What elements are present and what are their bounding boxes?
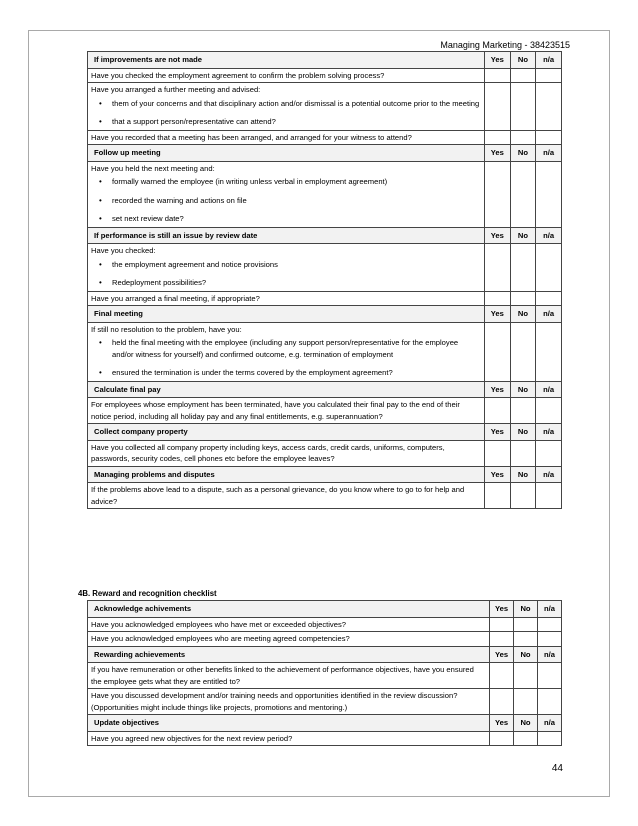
- answer-cell-no[interactable]: [510, 322, 536, 381]
- question-text: Have you acknowledged employees who are meeting agreed competencies?: [91, 634, 350, 643]
- question-cell: [88, 731, 490, 746]
- checklist-row: [88, 663, 562, 689]
- answer-cell-yes[interactable]: [485, 130, 511, 145]
- column-header-na: n/a: [538, 646, 562, 663]
- question-cell: [88, 617, 490, 632]
- bullet-list: [91, 259, 481, 289]
- bullet-item: • set next review date?: [112, 213, 481, 225]
- checklist-table: [87, 51, 562, 509]
- question-text: Have you arranged a final meeting, if appropriate?: [91, 293, 260, 303]
- answer-cell-yes[interactable]: [490, 617, 514, 632]
- bullet-list: [91, 176, 481, 225]
- column-header-na: n/a: [538, 601, 562, 618]
- bullet-item: • the employment agreement and notice provisions: [112, 259, 481, 271]
- checklist-row: [88, 440, 562, 466]
- answer-cell-na[interactable]: [536, 83, 562, 131]
- column-header-no: No: [514, 715, 538, 732]
- column-header-yes: Yes: [485, 227, 511, 244]
- bullet-item: • recorded the warning and actions on file: [112, 195, 481, 207]
- answer-cell-na[interactable]: [538, 663, 562, 689]
- answer-cell-yes[interactable]: [485, 83, 511, 131]
- answer-cell-na[interactable]: [536, 130, 562, 145]
- page-number: 44: [551, 763, 563, 774]
- section-title: Update objectives: [88, 715, 490, 732]
- column-header-na: n/a: [536, 306, 562, 323]
- column-header-yes: Yes: [485, 145, 511, 162]
- section-header-row: [88, 646, 562, 663]
- answer-cell-na[interactable]: [538, 731, 562, 746]
- column-header-na: n/a: [536, 145, 562, 162]
- reward-checklist-table: [87, 600, 562, 746]
- question-cell: [88, 291, 485, 306]
- question-text: Have you held the next meeting and:: [91, 163, 215, 173]
- answer-cell-na[interactable]: [536, 68, 562, 83]
- question-text: Have you acknowledged employees who have met or exceeded objectives?: [91, 619, 346, 629]
- answer-cell-no[interactable]: [510, 440, 536, 466]
- column-header-yes: Yes: [485, 424, 511, 441]
- question-text: If the problems above lead to a dispute, such as a personal grievance, do you know where to go to for help and advice?: [91, 485, 465, 506]
- answer-cell-no[interactable]: [514, 632, 538, 647]
- checklist-table-4b: [87, 600, 562, 746]
- answer-cell-yes[interactable]: [485, 244, 511, 292]
- column-header-no: No: [510, 145, 536, 162]
- column-header-no: No: [510, 306, 536, 323]
- answer-cell-no[interactable]: [514, 663, 538, 689]
- answer-cell-yes[interactable]: [485, 322, 511, 381]
- column-header-no: No: [510, 52, 536, 69]
- answer-cell-no[interactable]: [510, 161, 536, 227]
- checklist-row: [88, 244, 562, 292]
- answer-cell-no[interactable]: [510, 244, 536, 292]
- question-text: For employees whose employment has been terminated, have you calculated their final pay to the end of their notice period, including all holiday pay and any final entitlements, e.g. superannuation?: [91, 400, 460, 421]
- bullet-item: • formally warned the employee (in writing unless verbal in employment agreement): [112, 176, 481, 188]
- answer-cell-no[interactable]: [514, 731, 538, 746]
- answer-cell-no[interactable]: [510, 291, 536, 306]
- answer-cell-no[interactable]: [510, 130, 536, 145]
- column-header-na: n/a: [536, 52, 562, 69]
- answer-cell-yes[interactable]: [485, 483, 511, 509]
- question-cell: [88, 663, 490, 689]
- section-header-row: [88, 424, 562, 441]
- section-header-row: [88, 227, 562, 244]
- answer-cell-yes[interactable]: [490, 632, 514, 647]
- question-text: If still no resolution to the problem, have you:: [91, 324, 242, 334]
- question-text: Have you discussed development and/or training needs and opportunities identified in the review discussion? (Opportunities might include things like projects, promotions and mentoring.): [91, 691, 458, 712]
- bullet-list: [91, 337, 481, 379]
- answer-cell-na[interactable]: [536, 291, 562, 306]
- checklist-row: [88, 617, 562, 632]
- checklist-row: [88, 483, 562, 509]
- answer-cell-yes[interactable]: [485, 68, 511, 83]
- checklist-row: [88, 83, 562, 131]
- column-header-na: n/a: [538, 715, 562, 732]
- question-text: Have you arranged a further meeting and advised:: [91, 85, 261, 94]
- question-cell: [88, 68, 485, 83]
- question-text: Have you agreed new objectives for the next review period?: [91, 733, 293, 743]
- column-header-no: No: [510, 381, 536, 398]
- column-header-yes: Yes: [490, 646, 514, 663]
- question-text: Have you checked the employment agreement to confirm the problem solving process?: [91, 70, 385, 80]
- checklist-row: [88, 291, 562, 306]
- section-title: Managing problems and disputes: [88, 466, 485, 483]
- section-title: If performance is still an issue by review date: [88, 227, 485, 244]
- checklist-row: [88, 68, 562, 83]
- question-cell: [88, 440, 485, 466]
- answer-cell-yes[interactable]: [490, 689, 514, 715]
- question-text: If you have remuneration or other benefits linked to the achievement of performance objectives, have you ensured the employee gets what they are entitled to?: [91, 665, 474, 686]
- bullet-item: • held the final meeting with the employee (including any support person/representative for the employee and/or witness for yourself) and confirmed outcome, e.g. termination of employment: [112, 337, 481, 360]
- answer-cell-yes[interactable]: [485, 291, 511, 306]
- question-cell: [88, 244, 485, 292]
- section-title: Final meeting: [88, 306, 485, 323]
- answer-cell-na[interactable]: [538, 617, 562, 632]
- question-cell: [88, 632, 490, 647]
- column-header-yes: Yes: [490, 601, 514, 618]
- section-header-row: [88, 145, 562, 162]
- section-header-row: [88, 306, 562, 323]
- bullet-item: • Redeployment possibilities?: [112, 277, 481, 289]
- question-cell: [88, 83, 485, 131]
- column-header-yes: Yes: [490, 715, 514, 732]
- question-text: Have you checked:: [91, 246, 156, 255]
- column-header-na: n/a: [536, 381, 562, 398]
- column-header-no: No: [510, 466, 536, 483]
- answer-cell-yes[interactable]: [490, 663, 514, 689]
- section-title: Acknowledge achivements: [88, 601, 490, 618]
- answer-cell-na[interactable]: [538, 632, 562, 647]
- section-header-row: [88, 381, 562, 398]
- question-cell: [88, 130, 485, 145]
- answer-cell-na[interactable]: [536, 398, 562, 424]
- section-title: Rewarding achievements: [88, 646, 490, 663]
- column-header-yes: Yes: [485, 381, 511, 398]
- question-cell: [88, 161, 485, 227]
- section-header-row: [88, 466, 562, 483]
- column-header-na: n/a: [536, 466, 562, 483]
- section-title: Collect company property: [88, 424, 485, 441]
- answer-cell-na[interactable]: [536, 440, 562, 466]
- section-4b-heading: 4B. Reward and recognition checklist: [78, 589, 217, 598]
- checklist-table-4a: [87, 51, 562, 509]
- checklist-row: [88, 322, 562, 381]
- section-header-row: [88, 715, 562, 732]
- column-header-no: No: [514, 646, 538, 663]
- bullet-item: • ensured the termination is under the terms covered by the employment agreement?: [112, 367, 481, 379]
- question-text: Have you collected all company property including keys, access cards, credit cards, uniforms, computers, passwords, security codes, cell phones etc before the employee leaves?: [91, 442, 445, 463]
- question-text: Have you recorded that a meeting has been arranged, and arranged for your witness to attend?: [91, 132, 412, 142]
- answer-cell-no[interactable]: [510, 398, 536, 424]
- column-header-yes: Yes: [485, 52, 511, 69]
- section-title: Follow up meeting: [88, 145, 485, 162]
- answer-cell-yes[interactable]: [485, 440, 511, 466]
- answer-cell-yes[interactable]: [490, 731, 514, 746]
- answer-cell-yes[interactable]: [485, 398, 511, 424]
- column-header-no: No: [510, 424, 536, 441]
- column-header-yes: Yes: [485, 306, 511, 323]
- page-header: Managing Marketing - 38423515: [440, 40, 570, 50]
- column-header-na: n/a: [536, 227, 562, 244]
- answer-cell-na[interactable]: [536, 322, 562, 381]
- section-title: Calculate final pay: [88, 381, 485, 398]
- question-cell: [88, 398, 485, 424]
- column-header-yes: Yes: [485, 466, 511, 483]
- checklist-row: [88, 130, 562, 145]
- bullet-item: • that a support person/representative can attend?: [112, 116, 481, 128]
- checklist-row: [88, 731, 562, 746]
- checklist-row: [88, 632, 562, 647]
- section-title: If improvements are not made: [88, 52, 485, 69]
- answer-cell-no[interactable]: [510, 483, 536, 509]
- question-cell: [88, 322, 485, 381]
- answer-cell-no[interactable]: [514, 617, 538, 632]
- checklist-row: [88, 161, 562, 227]
- answer-cell-yes[interactable]: [485, 161, 511, 227]
- section-header-row: [88, 52, 562, 69]
- checklist-row: [88, 689, 562, 715]
- column-header-no: No: [510, 227, 536, 244]
- answer-cell-no[interactable]: [510, 83, 536, 131]
- bullet-list: [91, 98, 481, 128]
- answer-cell-na[interactable]: [536, 161, 562, 227]
- answer-cell-na[interactable]: [538, 689, 562, 715]
- answer-cell-no[interactable]: [510, 68, 536, 83]
- column-header-na: n/a: [536, 424, 562, 441]
- question-cell: [88, 689, 490, 715]
- bullet-item: • them of your concerns and that disciplinary action and/or dismissal is a potential outcome prior to the meeting: [112, 98, 481, 110]
- checklist-row: [88, 398, 562, 424]
- answer-cell-no[interactable]: [514, 689, 538, 715]
- answer-cell-na[interactable]: [536, 244, 562, 292]
- answer-cell-na[interactable]: [536, 483, 562, 509]
- column-header-no: No: [514, 601, 538, 618]
- section-header-row: [88, 601, 562, 618]
- question-cell: [88, 483, 485, 509]
